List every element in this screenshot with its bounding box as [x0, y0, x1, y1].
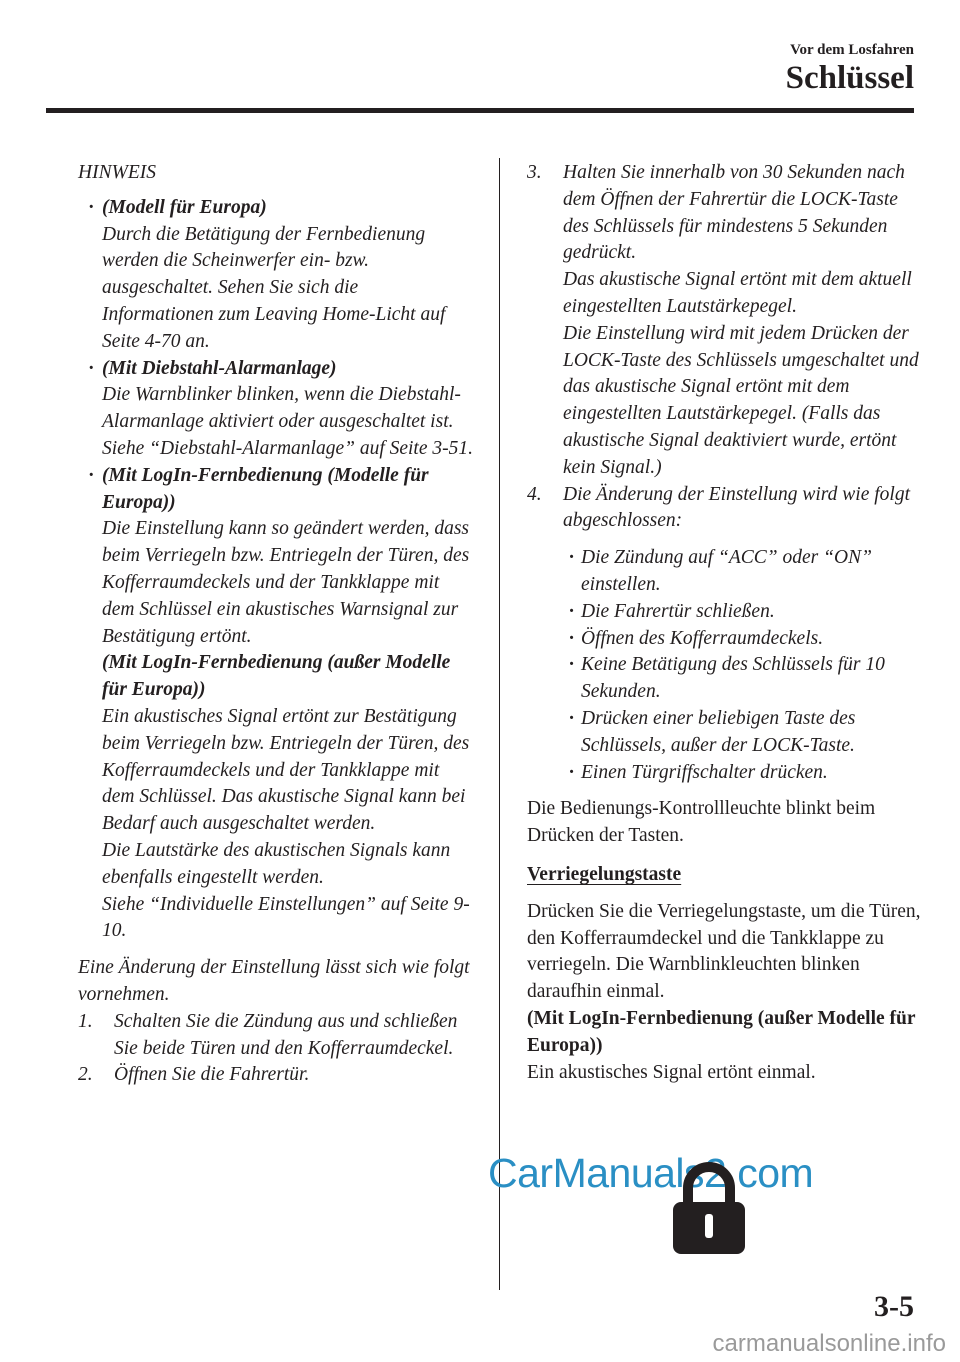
padlock-icon — [668, 1158, 750, 1256]
bullet-heading: · (Modell für Europa) — [102, 196, 267, 218]
sub-item: · Öffnen des Kofferraumdeckels. — [527, 626, 927, 653]
sub-item: · Die Fahrertür schließen. — [527, 599, 927, 626]
sub-item: · Einen Türgriffschalter drücken. — [527, 760, 927, 787]
paragraph: Ein akustisches Signal ertönt einmal. — [527, 1061, 816, 1083]
step-text: Halten Sie innerhalb von 30 Sekunden nach dem Öffnen der Fahrertür die LOCK-Taste des Schlüssels für mindestens 5 Sekunden gedrückt. — [563, 162, 905, 264]
bullet-text: Die Einstellung kann so geändert werden, dass beim Verriegeln bzw. Entriegeln der Türen, des Kofferraumdeckels und der Tankklappe mit dem Schlüssel ein akustisches Warnsignal zur Bestätigung ertönt. — [102, 518, 470, 647]
step-2 — [78, 1062, 473, 1089]
step-text: Die Änderung der Einstellung wird wie folgt abgeschlossen: — [563, 483, 911, 532]
step-text: Öffnen Sie die Fahrertür. — [114, 1064, 310, 1086]
step-text: Die Einstellung wird mit jedem Drücken der LOCK-Taste des Schlüssels umgeschaltet und das akustische Signal ertönt mit dem eingestellten Lautstärkepegel. (Falls das akustische Signal deaktiviert wurde, ertönt kein Signal.) — [563, 322, 919, 478]
bullet-text: Ein akustisches Signal ertönt zur Bestätigung beim Verriegeln bzw. Entriegeln der Türen, des Kofferraumdeckels und der Tankklappe mit dem Schlüssel. Das akustische Signal kann bei Bedarf auch ausgeschaltet werden. — [102, 705, 470, 835]
column-divider — [499, 158, 500, 1290]
bullet-text: Die Lautstärke des akustischen Signals kann ebenfalls eingestellt werden. — [102, 839, 451, 888]
header-title: Schlüssel — [785, 60, 914, 96]
bullet-text: Durch die Betätigung der Fernbedienung werden die Scheinwerfer ein- bzw. ausgeschaltet. Sehen Sie sich die Informationen zum Leaving Home-Licht auf Seite 4-70 an. — [102, 223, 446, 352]
paragraph: Die Bedienungs-Kontrollleuchte blinkt beim Drücken der Tasten. — [527, 798, 876, 847]
step-text: Schalten Sie die Zündung aus und schließen Sie beide Türen und den Kofferraumdeckel. — [114, 1010, 458, 1059]
header-rule — [46, 108, 914, 113]
sub-item: · Drücken einer beliebigen Taste des Schlüssels, außer der LOCK-Taste. — [527, 706, 927, 760]
step-number: 3. — [527, 162, 542, 183]
paragraph: Drücken Sie die Verriegelungstaste, um die Türen, den Kofferraumdeckel und die Tankklappe zu verriegeln. Die Warnblinkleuchten blinken daraufhin einmal. — [527, 900, 921, 1003]
bullet-text: Siehe “Individuelle Einstellungen” auf Seite 9-10. — [102, 893, 470, 942]
left-column — [78, 160, 473, 1089]
step-number: 4. — [527, 483, 542, 505]
note-bullet-login — [78, 463, 473, 945]
paragraph-heading: (Mit LogIn-Fernbedienung (außer Modelle für Europa)) — [527, 1007, 916, 1056]
note-title: HINWEIS — [78, 162, 156, 183]
step-number: 1. — [78, 1010, 93, 1032]
note-bullet-alarm — [78, 356, 473, 463]
bullet-heading: (Mit LogIn-Fernbedienung (außer Modelle für Europa)) — [102, 652, 451, 701]
sub-item: · Die Zündung auf “ACC” oder “ON” einstellen. — [527, 545, 927, 599]
step-text: Das akustische Signal ertönt mit dem aktuell eingestellten Lautstärkepegel. — [563, 269, 912, 317]
step-1 — [78, 1009, 473, 1063]
bullet-text: Die Warnblinker blinken, wenn die Diebstahl-Alarmanlage aktiviert oder ausgeschaltet ist. — [102, 384, 461, 433]
sub-item: · Keine Betätigung des Schlüssels für 10 Sekunden. — [527, 652, 927, 706]
step-4 — [527, 482, 927, 536]
subheading-verriegelungstaste: Verriegelungstaste — [527, 863, 682, 885]
watermark: CarManuals2.com — [488, 1150, 814, 1196]
page-number: 3-5 — [874, 1290, 914, 1323]
step-3 — [527, 160, 927, 482]
right-column — [527, 160, 927, 1086]
bullet-heading: · (Mit Diebstahl-Alarmanlage) — [102, 357, 337, 379]
bullet-text: Siehe “Diebstahl-Alarmanlage” auf Seite 3-51. — [102, 437, 473, 459]
footer-watermark: carmanualsonline.info — [712, 1330, 946, 1357]
procedure-intro: Eine Änderung der Einstellung lässt sich wie folgt vornehmen. — [78, 957, 470, 1005]
bullet-heading: · (Mit LogIn-Fernbedienung (Modelle für Europa)) — [102, 464, 429, 513]
note-bullet-europe — [78, 195, 473, 356]
header-section: Vor dem Losfahren — [790, 42, 914, 58]
step-number: 2. — [78, 1064, 93, 1086]
